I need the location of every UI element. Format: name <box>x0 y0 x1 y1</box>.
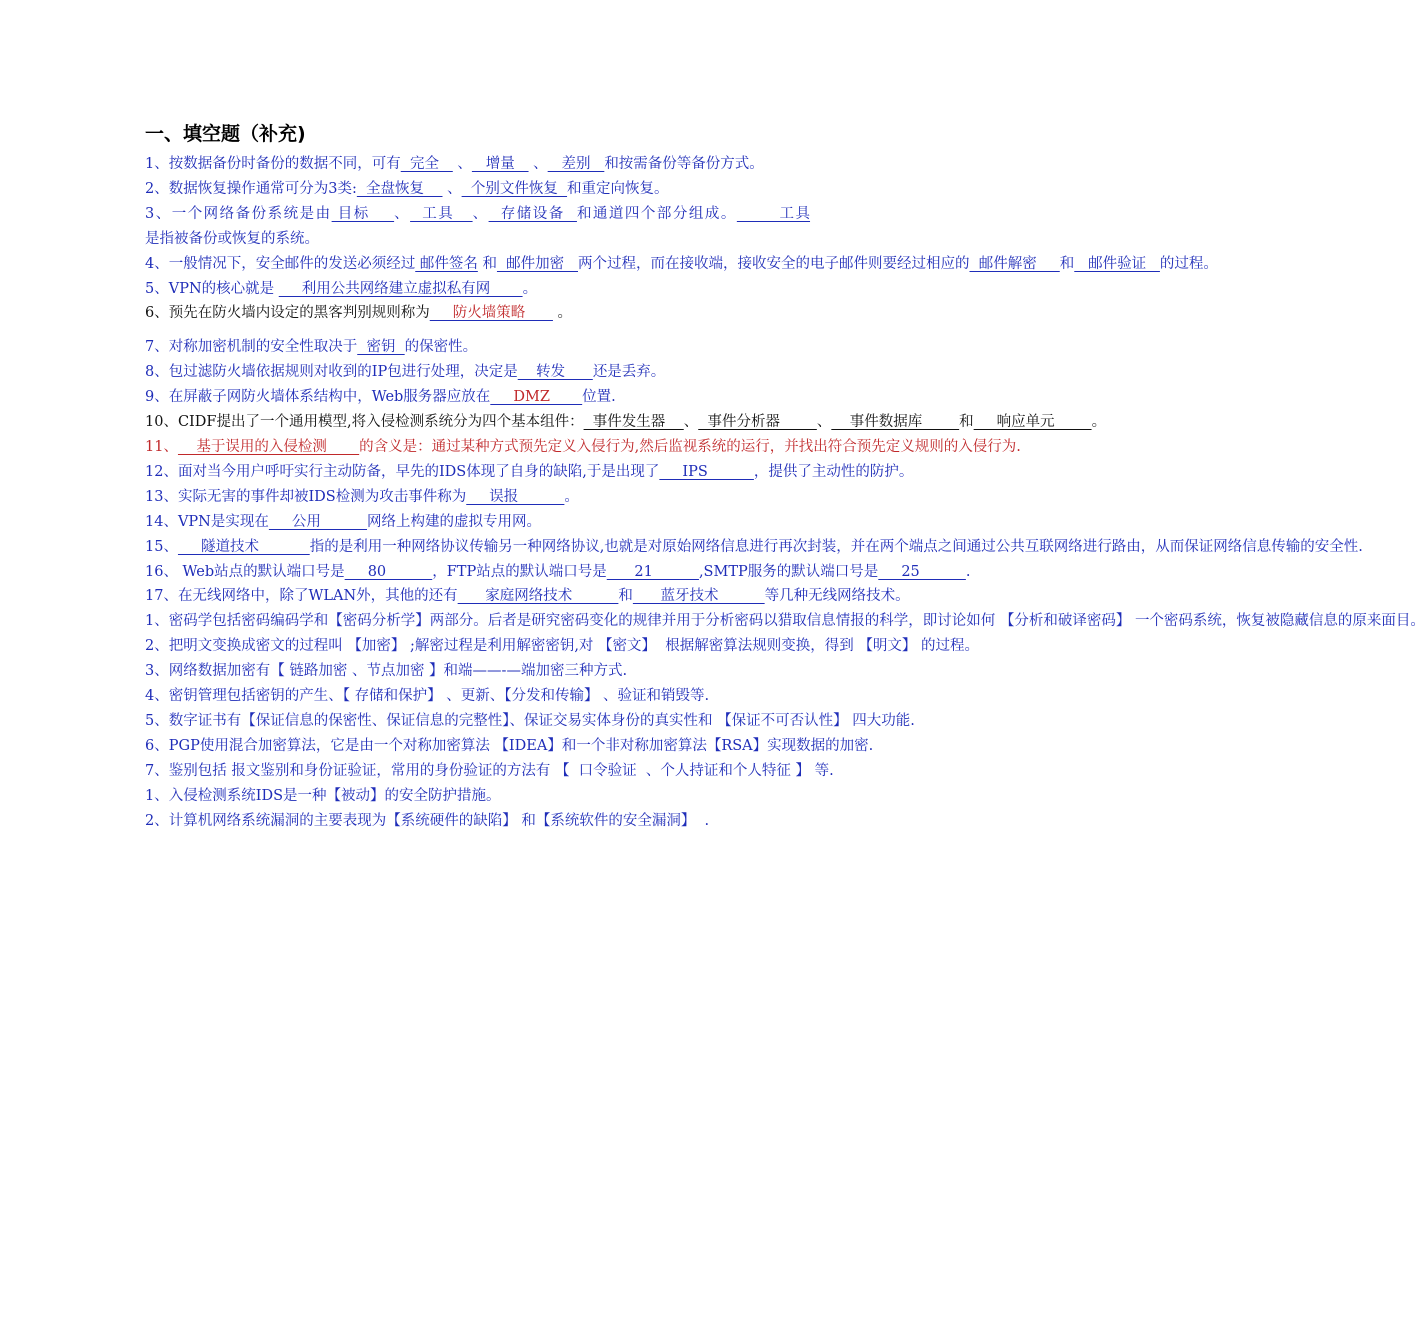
question-text: 。 <box>564 488 579 505</box>
question-item <box>145 684 810 709</box>
question-text: 5、VPN的核心就是 <box>145 280 279 297</box>
question-item <box>145 734 874 759</box>
question-text: 指的是利用一种网络协议传输另一种网络协议,也就是对原始网络信息进行再次封装，并在两个端点之间通过公共互联网络进行路由，从而保证网络信息传输的安全性. <box>309 538 1363 555</box>
question-text: 8、包过滤防火墙依据规则对收到的IP包进行处理，决定是 <box>145 364 518 381</box>
question-text: 7、鉴别包括 报文鉴别和身份证验证，常用的身份验证的方法有 【 口令验证 、个人持证和个人特征 】 等. <box>145 762 834 779</box>
question-text: 。 <box>522 280 538 297</box>
question-item <box>145 277 810 302</box>
answer-blank: 误报 <box>466 488 565 505</box>
question-text: 1、密码学包括密码编码学和【密码分析学】两部分。后者是研究密码变化的规律并用于分析密码以猎取信息情报的科学，即讨论如何 【分析和破译密码】 一个密码系统，恢复被隐藏信息的原来面目。 <box>145 613 1425 630</box>
question-item <box>145 152 810 177</box>
answer-blank: 21 <box>606 563 699 580</box>
question-item <box>145 634 979 659</box>
question-text: 9、在屏蔽子网防火墙体系结构中，Web服务器应放在 <box>145 389 491 406</box>
question-text: ,SMTP服务的默认端口号是 <box>698 563 879 580</box>
question-text: 11、 <box>145 438 178 455</box>
question-item <box>145 659 810 684</box>
answer-blank: 邮件验证 <box>1074 255 1160 272</box>
question-text: 3、一个网络备份系统是由 <box>145 205 332 222</box>
question-text: 和通道四个部分组成。 <box>576 205 737 222</box>
question-text: 和 <box>959 414 974 431</box>
question-text: 12、面对当今用户呼吁实行主动防备，早先的IDS体现了自身的缺陷,于是出现了 <box>145 463 660 480</box>
question-text: 的含义是：通过某种方式预先定义入侵行为,然后监视系统的运行，并找出符合预先定义规则的入侵行为. <box>359 438 1021 455</box>
question-item <box>145 435 1021 460</box>
section-heading: 一、填空题（补充) <box>145 123 306 145</box>
answer-blank: 工具 <box>410 205 473 222</box>
question-text: ，提供了主动性的防护。 <box>753 463 914 480</box>
answer-blank: 转发 <box>517 364 593 381</box>
question-item <box>145 759 834 784</box>
answer-blank: 80 <box>344 563 433 580</box>
question-text: 的保密性。 <box>404 339 478 356</box>
answer-blank: 基于误用的入侵检测 <box>177 438 360 455</box>
question-text: 和按需备份等备份方式。 <box>604 156 764 172</box>
question-item <box>145 809 810 834</box>
answer-blank: 目标 <box>331 205 395 222</box>
question-item <box>145 360 810 385</box>
question-text: 5、数字证书有【保证信息的保密性、保证信息的完整性】、保证交易实体身份的真实性和 【保证不可否认性】 四大功能. <box>145 712 915 729</box>
answer-blank: 密钥 <box>357 339 405 356</box>
answer-blank: 邮件解密 <box>969 255 1060 272</box>
question-text: 2、数据恢复操作通常可分为3类: <box>145 180 357 197</box>
question-text: 、 <box>528 156 548 172</box>
answer-blank: 全盘恢复 <box>356 180 443 197</box>
answer-blank: 响应单元 <box>973 414 1092 431</box>
question-text: 、 <box>452 156 472 172</box>
question-text: 13、实际无害的事件却被IDS检测为攻击事件称为 <box>145 488 467 505</box>
question-text: 和 <box>1059 255 1075 272</box>
question-text: 的过程。 <box>1159 255 1218 272</box>
question-text: 和 <box>618 588 633 605</box>
question-text: 2、计算机网络系统漏洞的主要表现为【系统硬件的缺陷】 和【系统软件的安全漏洞】 . <box>145 812 710 829</box>
question-text: 6、PGP使用混合加密算法，它是由一个对称加密算法 【IDEA】和一个非对称加密算法【RSA】实现数据的加密. <box>145 737 874 754</box>
question-text: 和 <box>477 255 497 272</box>
question-text: 16、 Web站点的默认端口号是 <box>145 563 345 580</box>
question-text: 、 <box>442 180 462 197</box>
question-text: 3、网络数据加密有【 链路加密 、节点加密 】和端——-—端加密三种方式. <box>145 663 628 680</box>
question-item <box>145 301 810 326</box>
answer-blank: IPS <box>659 463 754 480</box>
answer-blank: 增量 <box>471 156 529 172</box>
question-text: 6、预先在防火墙内设定的黑客判别规则称为 <box>145 305 430 322</box>
question-text: 是指被备份或恢复的系统。 <box>145 230 319 247</box>
question-text: ，FTP站点的默认端口号是 <box>432 563 607 580</box>
question-text: 、 <box>816 414 832 431</box>
question-text: 、 <box>472 205 489 222</box>
question-text: 14、VPN是实现在 <box>145 513 269 530</box>
question-text: 还是丢弃。 <box>592 364 666 381</box>
question-text: 网络上构建的虚拟专用网。 <box>367 513 542 530</box>
answer-blank: 邮件加密 <box>496 255 578 272</box>
question-text: 位置. <box>582 389 616 406</box>
question-text: 、 <box>683 414 699 431</box>
answer-blank: 利用公共网络建立虚拟私有网 <box>278 280 523 297</box>
answer-blank: 个别文件恢复 <box>461 180 568 197</box>
question-item <box>145 560 971 585</box>
question-item <box>145 535 1363 560</box>
question-text: 和重定向恢复。 <box>567 180 669 197</box>
answer-blank: DMZ <box>490 389 583 406</box>
question-item <box>145 202 810 252</box>
answer-blank: 工具 <box>736 205 811 222</box>
question-item <box>145 335 810 360</box>
question-text: 等几种无线网络技术。 <box>764 588 910 605</box>
question-item <box>145 709 915 734</box>
question-text: 。 <box>552 305 573 322</box>
answer-blank: 邮件签名 <box>415 255 478 272</box>
answer-blank: 完全 <box>400 156 453 172</box>
question-item <box>145 410 1107 435</box>
question-item <box>145 609 1425 634</box>
answer-blank: 隧道技术 <box>177 538 310 555</box>
question-item <box>145 510 810 535</box>
question-item <box>145 584 910 609</box>
answer-blank: 差别 <box>547 156 605 172</box>
answer-blank: 事件数据库 <box>831 414 960 431</box>
answer-blank: 事件发生器 <box>583 414 684 431</box>
question-text: 4、密钥管理包括密钥的产生、【 存储和保护】 、更新、【分发和传输】 、验证和销毁等. <box>145 688 710 705</box>
question-text: 1、按数据备份时备份的数据不同，可有 <box>145 156 401 172</box>
question-text: . <box>965 563 971 580</box>
question-text: 4、一般情况下，安全邮件的发送必须经过 <box>145 255 416 272</box>
question-text: 2、把明文变换成密文的过程叫 【加密】 ;解密过程是利用解密密钥,对 【密文】 根据解密算法规则变换，得到 【明文】 的过程。 <box>145 638 979 655</box>
question-item <box>145 385 810 410</box>
question-text: 7、对称加密机制的安全性取决于 <box>145 339 358 356</box>
answer-blank: 家庭网络技术 <box>457 588 619 605</box>
question-item <box>145 485 810 510</box>
question-text: 1、入侵检测系统IDS是一种【被动】的安全防护措施。 <box>145 787 501 804</box>
answer-blank: 防火墙策略 <box>429 305 553 322</box>
answer-blank: 存储设备 <box>488 205 577 222</box>
answer-blank: 蓝牙技术 <box>632 588 765 605</box>
answer-blank: 公用 <box>268 513 368 530</box>
question-text: 10、CIDF提出了一个通用模型,将入侵检测系统分为四个基本组件： <box>145 414 584 431</box>
question-text: 两个过程，而在接收端，接收安全的电子邮件则要经过相应的 <box>578 255 970 272</box>
question-text: 17、在无线网络中，除了WLAN外，其他的还有 <box>145 588 458 605</box>
answer-blank: 25 <box>878 563 966 580</box>
question-item <box>145 784 810 809</box>
document-body <box>145 118 1425 833</box>
question-list <box>145 152 1425 833</box>
question-text: 。 <box>1091 414 1107 431</box>
question-item <box>145 252 1218 277</box>
question-item <box>145 460 914 485</box>
question-text: 、 <box>394 205 411 222</box>
question-item <box>145 177 810 202</box>
question-text: 15、 <box>145 538 178 555</box>
answer-blank: 事件分析器 <box>698 414 817 431</box>
